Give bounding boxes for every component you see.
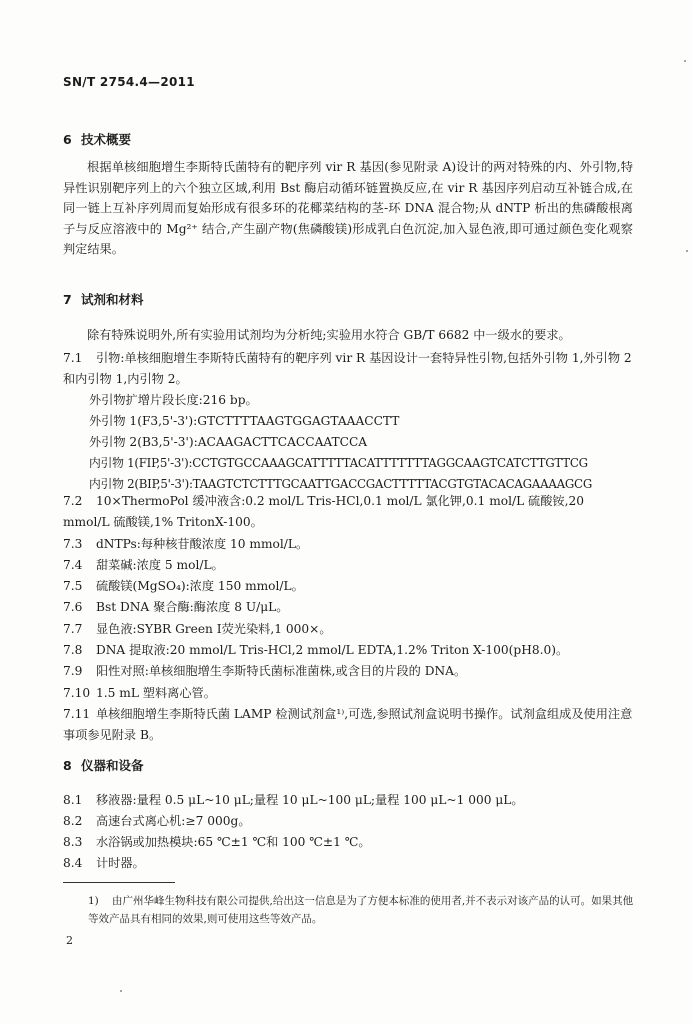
item-number: 7.4	[63, 558, 83, 572]
amplicon-length: 外引物扩增片段长度:216 bp。	[89, 393, 258, 407]
primer-fip: 内引物 1(FIP,5'-3'):CCTGTGCCAAAGCATTTTTACATTTTTTTAGGCAAGTCATCTTGTTCG	[89, 456, 588, 470]
item-7-8	[63, 640, 633, 661]
item-7-9	[63, 661, 633, 682]
item-7-6	[63, 597, 633, 618]
item-number: 7.7	[63, 622, 83, 636]
section-number: 8	[63, 758, 72, 773]
section-8-heading	[63, 756, 144, 774]
section-title: 技术概要	[81, 132, 132, 147]
item-number: 7.10	[63, 686, 91, 700]
item-number: 7.3	[63, 537, 83, 551]
item-7-10	[63, 683, 633, 704]
item-number: 7.5	[63, 579, 83, 593]
scan-speck	[684, 60, 686, 62]
item-7-11	[63, 704, 633, 745]
section-title: 试剂和材料	[81, 292, 144, 307]
item-text: 阳性对照:单核细胞增生李斯特氏菌标准菌株,或含目的片段的 DNA。	[96, 664, 467, 678]
item-number: 8.4	[63, 856, 83, 870]
item-number: 7.1	[63, 351, 83, 365]
item-number: 7.11	[63, 707, 91, 721]
item-7-4	[63, 555, 633, 576]
primer-bip: 内引物 2(BIP,5'-3'):TAAGTCTCTTTGCAATTGACCGACTTTTTACGTGTACACAGAAAAGCG	[89, 477, 593, 491]
section-7-intro: 除有特殊说明外,所有实验用试剂均为分析纯;实验用水符合 GB/T 6682 中一级水的要求。	[87, 328, 571, 342]
section-title: 仪器和设备	[81, 758, 144, 773]
item-text: 单核细胞增生李斯特氏菌 LAMP 检测试剂盒¹⁾,可选,参照试剂盒说明书操作。试剂盒组成及使用注意事项参见附录 B。	[63, 707, 633, 742]
section-7-heading	[63, 290, 144, 308]
item-number: 7.9	[63, 664, 83, 678]
item-8-3	[63, 832, 633, 853]
item-text: 移液器:量程 0.5 μL~10 μL;量程 10 μL~100 μL;量程 100 μL~1 000 μL。	[96, 793, 524, 807]
item-7-2	[63, 491, 633, 532]
item-number: 7.8	[63, 643, 83, 657]
item-7-7	[63, 619, 633, 640]
scan-speck	[120, 990, 122, 992]
item-8-2	[63, 811, 633, 832]
item-text: dNTPs:每种核苷酸浓度 10 mmol/L。	[96, 537, 309, 551]
item-text: 10×ThermoPol 缓冲液含:0.2 mol/L Tris-HCl,0.1 mol/L 氯化钾,0.1 mol/L 硫酸铵,20 mmol/L 硫酸镁,1% TritonX-100。	[63, 494, 584, 529]
primer-f3: 外引物 1(F3,5'-3'):GTCTTTTAAGTGGAGTAAACCTT	[89, 414, 400, 428]
item-8-4	[63, 853, 633, 874]
standard-number: SN/T 2754.4—2011	[63, 75, 195, 89]
item-text: 水浴锅或加热模块:65 ℃±1 ℃和 100 ℃±1 ℃。	[96, 835, 371, 849]
item-text: 高速台式离心机:≥7 000g。	[96, 814, 251, 828]
item-text: 引物:单核细胞增生李斯特氏菌特有的靶序列 vir R 基因设计一套特异性引物,包括外引物 1,外引物 2 和内引物 1,内引物 2。	[63, 351, 632, 386]
item-text: 显色液:SYBR Green Ⅰ荧光染料,1 000×。	[96, 622, 332, 636]
item-text: DNA 提取液:20 mmol/L Tris-HCl,2 mmol/L EDTA,1.2% Triton X-100(pH8.0)。	[96, 643, 569, 657]
item-text: 计时器。	[96, 856, 145, 870]
page-number: 2	[66, 934, 73, 947]
item-number: 8.1	[63, 793, 83, 807]
item-text: 硫酸镁(MgSO₄):浓度 150 mmol/L。	[96, 579, 304, 593]
item-text: 甜菜碱:浓度 5 mol/L。	[96, 558, 224, 572]
section-number: 6	[63, 132, 72, 147]
item-number: 7.2	[63, 494, 83, 508]
primer-b3: 外引物 2(B3,5'-3'):ACAAGACTTCACCAATCCA	[89, 435, 368, 449]
item-8-1	[63, 790, 633, 811]
item-7-5	[63, 576, 633, 597]
scan-speck	[686, 250, 688, 252]
section-number: 7	[63, 292, 72, 307]
item-7-3	[63, 534, 633, 555]
footnote-rule	[63, 882, 175, 883]
item-text: Bst DNA 聚合酶:酶浓度 8 U/μL。	[96, 600, 289, 614]
item-7-1	[63, 348, 633, 389]
item-number: 8.3	[63, 835, 83, 849]
item-text: 1.5 mL 塑料离心管。	[96, 686, 216, 700]
item-number: 7.6	[63, 600, 83, 614]
footnote	[88, 893, 636, 928]
item-number: 8.2	[63, 814, 83, 828]
footnote-number: 1)	[88, 895, 99, 907]
section-6-heading	[63, 130, 131, 148]
footnote-text: 由广州华峰生物科技有限公司提供,给出这一信息是为了方便本标准的使用者,并不表示对该产品的认可。如果其他等效产品具有相同的效果,则可使用这些等效产品。	[88, 895, 634, 925]
section-6-paragraph: 根据单核细胞增生李斯特氏菌特有的靶序列 vir R 基因(参见附录 A)设计的两对特殊的内、外引物,特异性识别靶序列上的六个独立区域,利用 Bst 酶启动循环链置换反应,在 vir R 基因序列启动互补链合成,在同一链上互补序列周而复始形成有很多环的花椰菜结构的茎-环 DNA 混合物;从 dNTP 析出的焦磷酸根离子与反应溶液中的 Mg²⁺ 结合,产生副产物(焦磷酸镁)形成乳白色沉淀,加入显色液,即可通过颜色变化观察判定结果。	[63, 160, 633, 256]
